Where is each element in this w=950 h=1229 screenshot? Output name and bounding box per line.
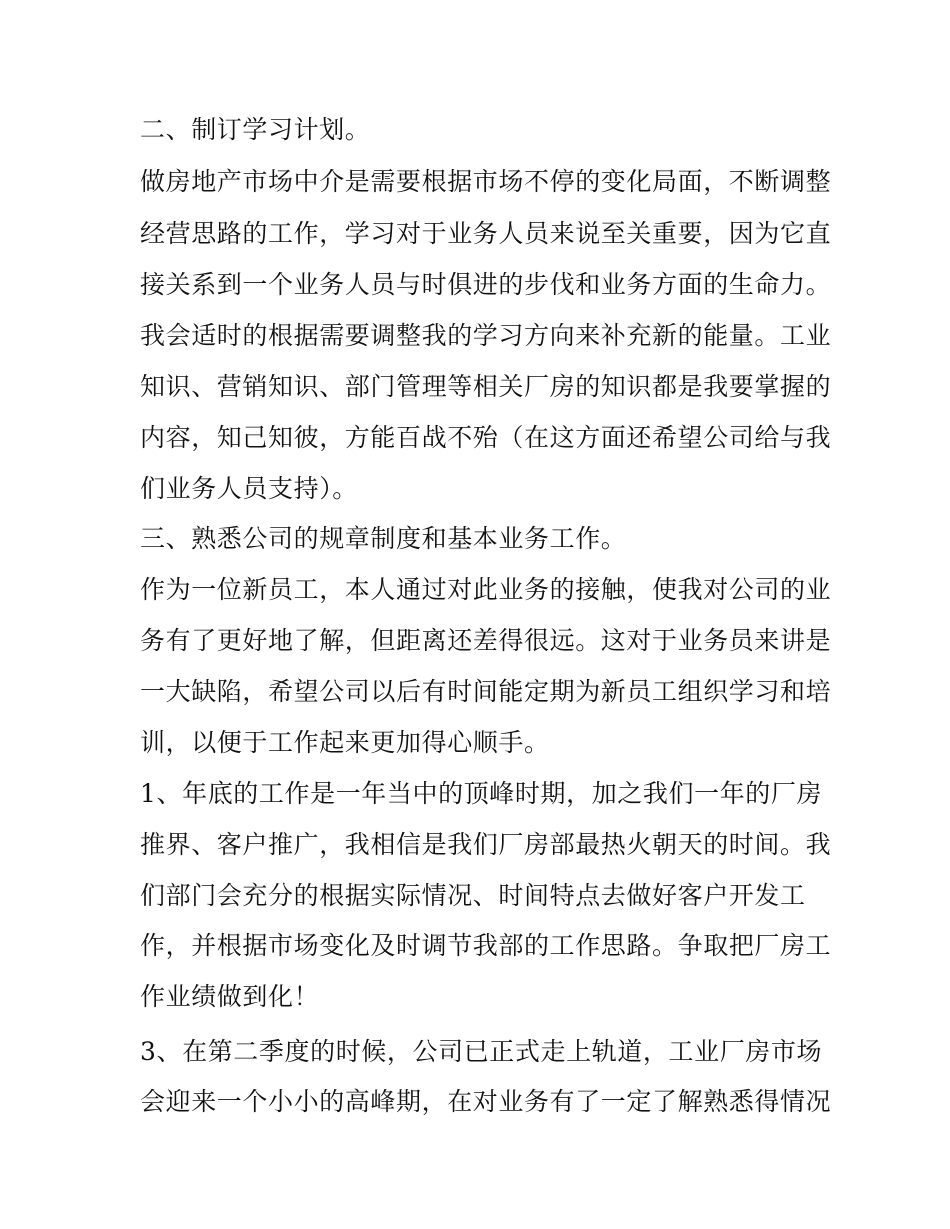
- paragraph-line: 推界、客户推广，我相信是我们厂房部最热火朝天的时间。我: [140, 830, 832, 859]
- paragraph-line: 我会适时的根据需要调整我的学习方向来补充新的能量。工业: [140, 321, 832, 350]
- paragraph-line: 训，以便于工作起来更加得心顺手。: [140, 728, 550, 757]
- paragraph-line: 们部门会充分的根据实际情况、时间特点去做好客户开发工: [140, 881, 806, 910]
- paragraph-line: 会迎来一个小小的高峰期，在对业务有了一定了解熟悉得情况: [140, 1087, 832, 1116]
- paragraph-line: 作业绩做到化！: [140, 982, 320, 1011]
- paragraph-line: 内容，知己知彼，方能百战不殆（在这方面还希望公司给与我: [140, 423, 832, 452]
- paragraph-line: 一大缺陷，希望公司以后有时间能定期为新员工组织学习和培: [140, 677, 832, 706]
- list-item-3-line: 3、在第二季度的时候，公司已正式走上轨道，工业厂房市场: [140, 1037, 823, 1066]
- paragraph-line: 接关系到一个业务人员与时俱进的步伐和业务方面的生命力。: [140, 270, 832, 299]
- paragraph-line: 务有了更好地了解，但距离还差得很远。这对于业务员来讲是: [140, 626, 832, 655]
- paragraph-line: 做房地产市场中介是需要根据市场不停的变化局面，不断调整: [140, 167, 832, 196]
- paragraph-line: 经营思路的工作，学习对于业务人员来说至关重要，因为它直: [140, 219, 832, 248]
- section-heading-3: 三、熟悉公司的规章制度和基本业务工作。: [140, 524, 627, 553]
- paragraph-line: 知识、营销知识、部门管理等相关厂房的知识都是我要掌握的: [140, 372, 832, 401]
- paragraph-line: 作，并根据市场变化及时调节我部的工作思路。争取把厂房工: [140, 931, 832, 960]
- section-heading-2: 二、制订学习计划。: [140, 115, 371, 144]
- paragraph-line: 作为一位新员工，本人通过对此业务的接触，使我对公司的业: [140, 575, 832, 604]
- list-item-1-line: 1、年底的工作是一年当中的顶峰时期，加之我们一年的厂房: [140, 779, 823, 808]
- paragraph-line: 们业务人员支持）。: [140, 474, 358, 503]
